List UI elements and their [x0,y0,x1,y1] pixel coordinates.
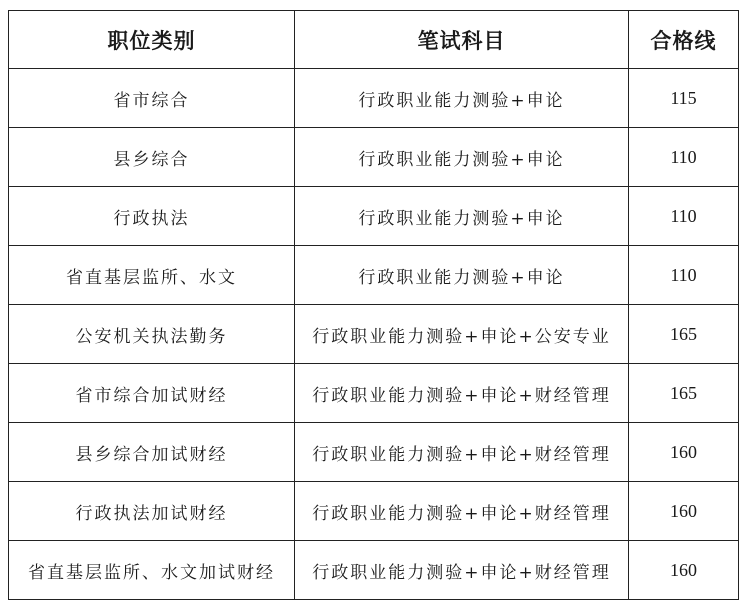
header-passing-score: 合格线 [629,11,739,69]
cell-score: 160 [629,423,739,482]
cell-score: 165 [629,364,739,423]
table-row [9,541,739,600]
table-row [9,69,739,128]
cell-score: 160 [629,482,739,541]
cell-subjects: 行政职业能力测验+申论 [295,246,629,305]
cell-subjects: 行政职业能力测验+申论+财经管理 [295,364,629,423]
cell-subjects: 行政职业能力测验+申论+公安专业 [295,305,629,364]
cell-category: 省市综合加试财经 [9,364,295,423]
cell-subjects: 行政职业能力测验+申论 [295,128,629,187]
cell-category: 省直基层监所、水文 [9,246,295,305]
table-row [9,128,739,187]
cell-score: 110 [629,246,739,305]
cell-subjects: 行政职业能力测验+申论 [295,69,629,128]
cell-subjects: 行政职业能力测验+申论+财经管理 [295,482,629,541]
table-row [9,305,739,364]
table-header-row [9,11,739,69]
cell-score: 160 [629,541,739,600]
cell-subjects: 行政职业能力测验+申论 [295,187,629,246]
passing-score-table-container [8,10,738,600]
table-row [9,187,739,246]
cell-score: 165 [629,305,739,364]
cell-score: 110 [629,128,739,187]
table-row [9,423,739,482]
table-row [9,364,739,423]
cell-category: 行政执法加试财经 [9,482,295,541]
table-row [9,246,739,305]
cell-subjects: 行政职业能力测验+申论+财经管理 [295,423,629,482]
cell-category: 行政执法 [9,187,295,246]
cell-category: 县乡综合加试财经 [9,423,295,482]
cell-category: 省市综合 [9,69,295,128]
header-position-category: 职位类别 [9,11,295,69]
header-exam-subjects: 笔试科目 [295,11,629,69]
cell-score: 115 [629,69,739,128]
cell-category: 省直基层监所、水文加试财经 [9,541,295,600]
passing-score-table [8,10,739,600]
cell-subjects: 行政职业能力测验+申论+财经管理 [295,541,629,600]
cell-score: 110 [629,187,739,246]
cell-category: 公安机关执法勤务 [9,305,295,364]
table-row [9,482,739,541]
cell-category: 县乡综合 [9,128,295,187]
